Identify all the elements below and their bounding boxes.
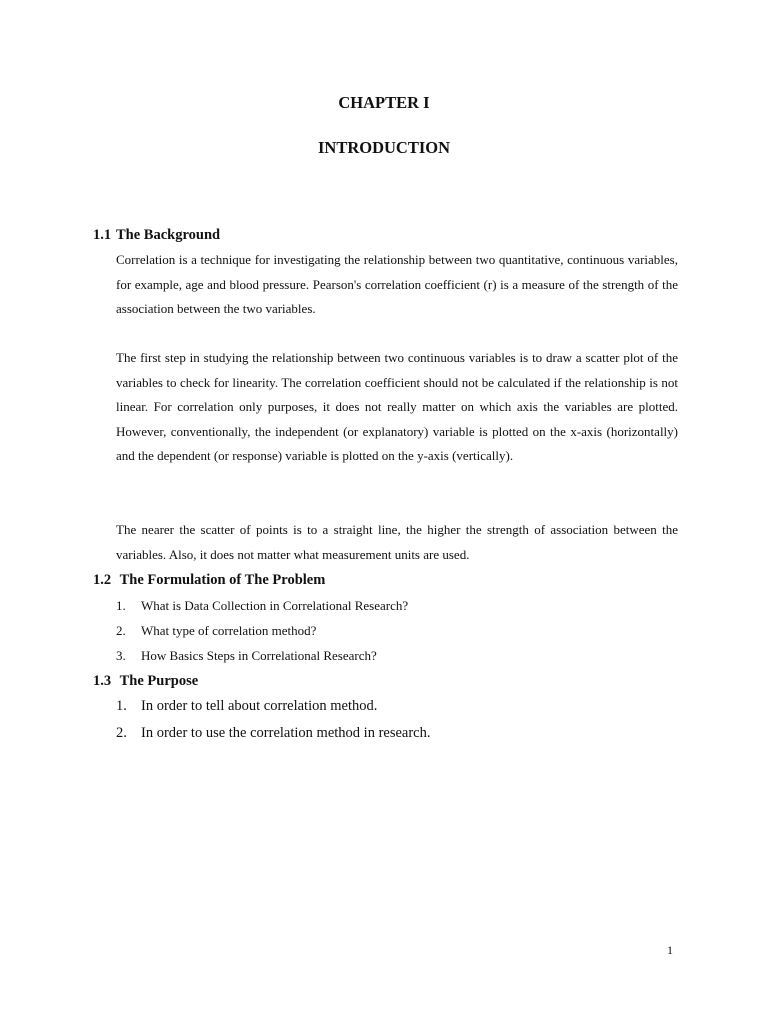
section-title: The Background xyxy=(116,227,221,243)
list-item-text: What type of correlation method? xyxy=(141,623,317,638)
section-title: The Purpose xyxy=(119,673,199,689)
section-heading-purpose xyxy=(93,673,198,690)
list-item-text: In order to tell about correlation method. xyxy=(141,698,378,714)
list-marker: 2. xyxy=(116,623,126,638)
section-number: 1.3 xyxy=(93,673,112,689)
section-number: 1.2 xyxy=(93,572,112,588)
section-heading-background xyxy=(93,227,220,244)
list-marker: 3. xyxy=(116,648,126,663)
purpose-list xyxy=(116,693,430,747)
paragraph: The nearer the scatter of points is to a straight line, the higher the strength of association between the variables. Also, it does not matter what measurement units are used. xyxy=(116,522,678,562)
chapter-title: INTRODUCTION xyxy=(317,138,451,157)
list-item xyxy=(116,593,408,618)
paragraph: Correlation is a technique for investigating the relationship between two quantitative, continuous variables, for example, age and blood pressure. Pearson's correlation coefficient (r) is a measure of the strength of the association between the two variables. xyxy=(116,252,678,316)
section-heading-problem xyxy=(93,572,325,589)
problem-list xyxy=(116,593,408,668)
section-title: The Formulation of The Problem xyxy=(119,572,326,588)
list-item xyxy=(116,618,408,643)
page-number: 1 xyxy=(667,943,673,957)
paragraph: The first step in studying the relationship between two continuous variables is to draw a scatter plot of the variables to check for linearity. The correlation coefficient should not be calculated if the relationship is not linear. For correlation only purposes, it does not really matter on which axis the variables are plotted. However, conventionally, the independent (or explanatory) variable is plotted on the x-axis (horizontally) and the dependent (or response) variable is plotted on the y-axis (vertically). xyxy=(116,350,678,463)
list-marker: 1. xyxy=(116,698,127,714)
list-item-text: What is Data Collection in Correlational Research? xyxy=(141,598,409,613)
chapter-number: CHAPTER I xyxy=(338,93,430,112)
list-item xyxy=(116,693,430,720)
section-number: 1.1 xyxy=(93,227,112,243)
list-item xyxy=(116,720,430,747)
list-marker: 2. xyxy=(116,725,127,741)
list-marker: 1. xyxy=(116,598,126,613)
list-item-text: How Basics Steps in Correlational Research? xyxy=(141,648,377,663)
list-item xyxy=(116,643,408,668)
list-item-text: In order to use the correlation method in research. xyxy=(141,725,431,741)
